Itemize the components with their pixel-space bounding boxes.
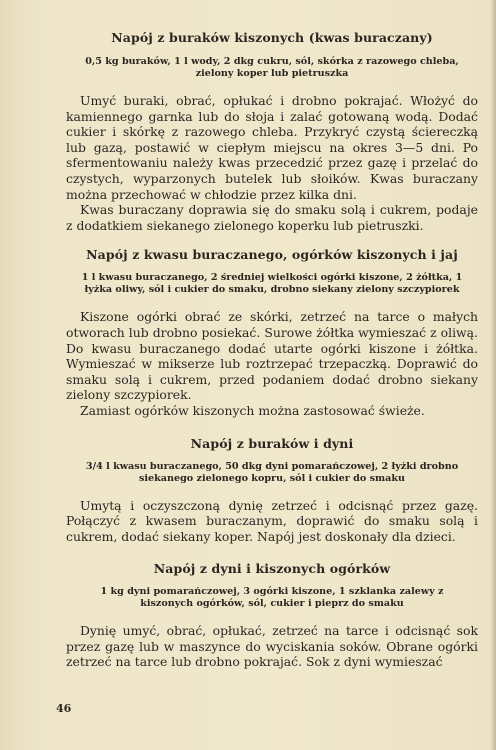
ingredients-list: 3/4 l kwasu buraczanego, 50 dkg dyni pomarańczowej, 2 łyżki drobno siekanego zielonego kopru, sól i cukier do smaku [85,460,459,484]
instruction-paragraph: Zamiast ogórków kiszonych można zastosować świeże. [80,402,425,418]
page-number: 46 [56,702,72,715]
recipe-section [66,30,478,233]
page-edge-shadow [490,0,496,750]
recipe-title: Napój z kwasu buraczanego, ogórków kiszonych i jaj [86,247,458,263]
recipe-section [66,436,478,545]
ingredients-list: 1 kg dyni pomarańczowej, 3 ogórki kiszone, 1 szklanka zalewy z kiszonych ogórków, sól, cukier i pieprz do smaku [100,586,444,610]
recipe-title: Napój z dyni i kiszonych ogórków [153,561,391,577]
instruction-paragraph: Kiszone ogórki obrać ze skórki, zetrzeć na tarce o małych otworach lub drobno posiekać. Surowe żółtka wymieszać z oliwą. Do kwasu buraczanego dodać utarte ogórki kiszone i żółtka. Wymieszać w mikserze lub roztrzepać trzepaczką. Doprawić do smaku solą i cukrem, przed podaniem dodać drobno siekany zielony szczypiorek. [66,309,478,403]
recipe-section [66,561,478,670]
ingredients-list: 0,5 kg buraków, 1 l wody, 2 dkg cukru, sól, skórka z razowego chleba, zielony koper lub pietruszka [85,56,459,79]
instruction-paragraph: Umytą i oczyszczoną dynię zetrzeć i odcisnąć przez gazę. Połączyć z kwasem buraczanym, doprawić do smaku solą i cukrem, dodać siekany koper. Napój jest doskonały dla dzieci. [66,497,478,544]
recipe-title: Napój z buraków i dyni [190,435,354,451]
instruction-paragraph: Umyć buraki, obrać, opłukać i drobno pokrajać. Włożyć do kamiennego garnka lub do słoja i zalać gotowaną wodą. Dodać cukier i skórkę z razowego chleba. Przykryć czystą ściereczką lub gazą, postawić w ciepłym miejscu na okres 3—5 dni. Po sfermentowaniu należy kwas przecedzić przez gazę i przelać do czystych, wyparzonych butelek lub słoików. Kwas buraczany można przechować w chłodzie przez kilka dni. [66,93,478,202]
ingredients-list: 1 l kwasu buraczanego, 2 średniej wielkości ogórki kiszone, 2 żółtka, 1 łyżka oliwy, sól i cukier do smaku, drobno siekany zielony szczypiorek [81,272,463,296]
recipe-title: Napój z buraków kiszonych (kwas buraczany) [111,30,433,45]
instruction-paragraph: Kwas buraczany doprawia się do smaku solą i cukrem, podaje z dodatkiem siekanego zielonego koperku lub pietruszki. [66,202,478,233]
recipe-section [66,247,478,418]
instruction-paragraph: Dynię umyć, obrać, opłukać, zetrzeć na tarce i odcisnąć sok przez gazę lub w maszynce do wyciskania soków. Obrane ogórki zetrzeć na tarce lub drobno pokrajać. Sok z dyni wymieszać [66,623,478,670]
